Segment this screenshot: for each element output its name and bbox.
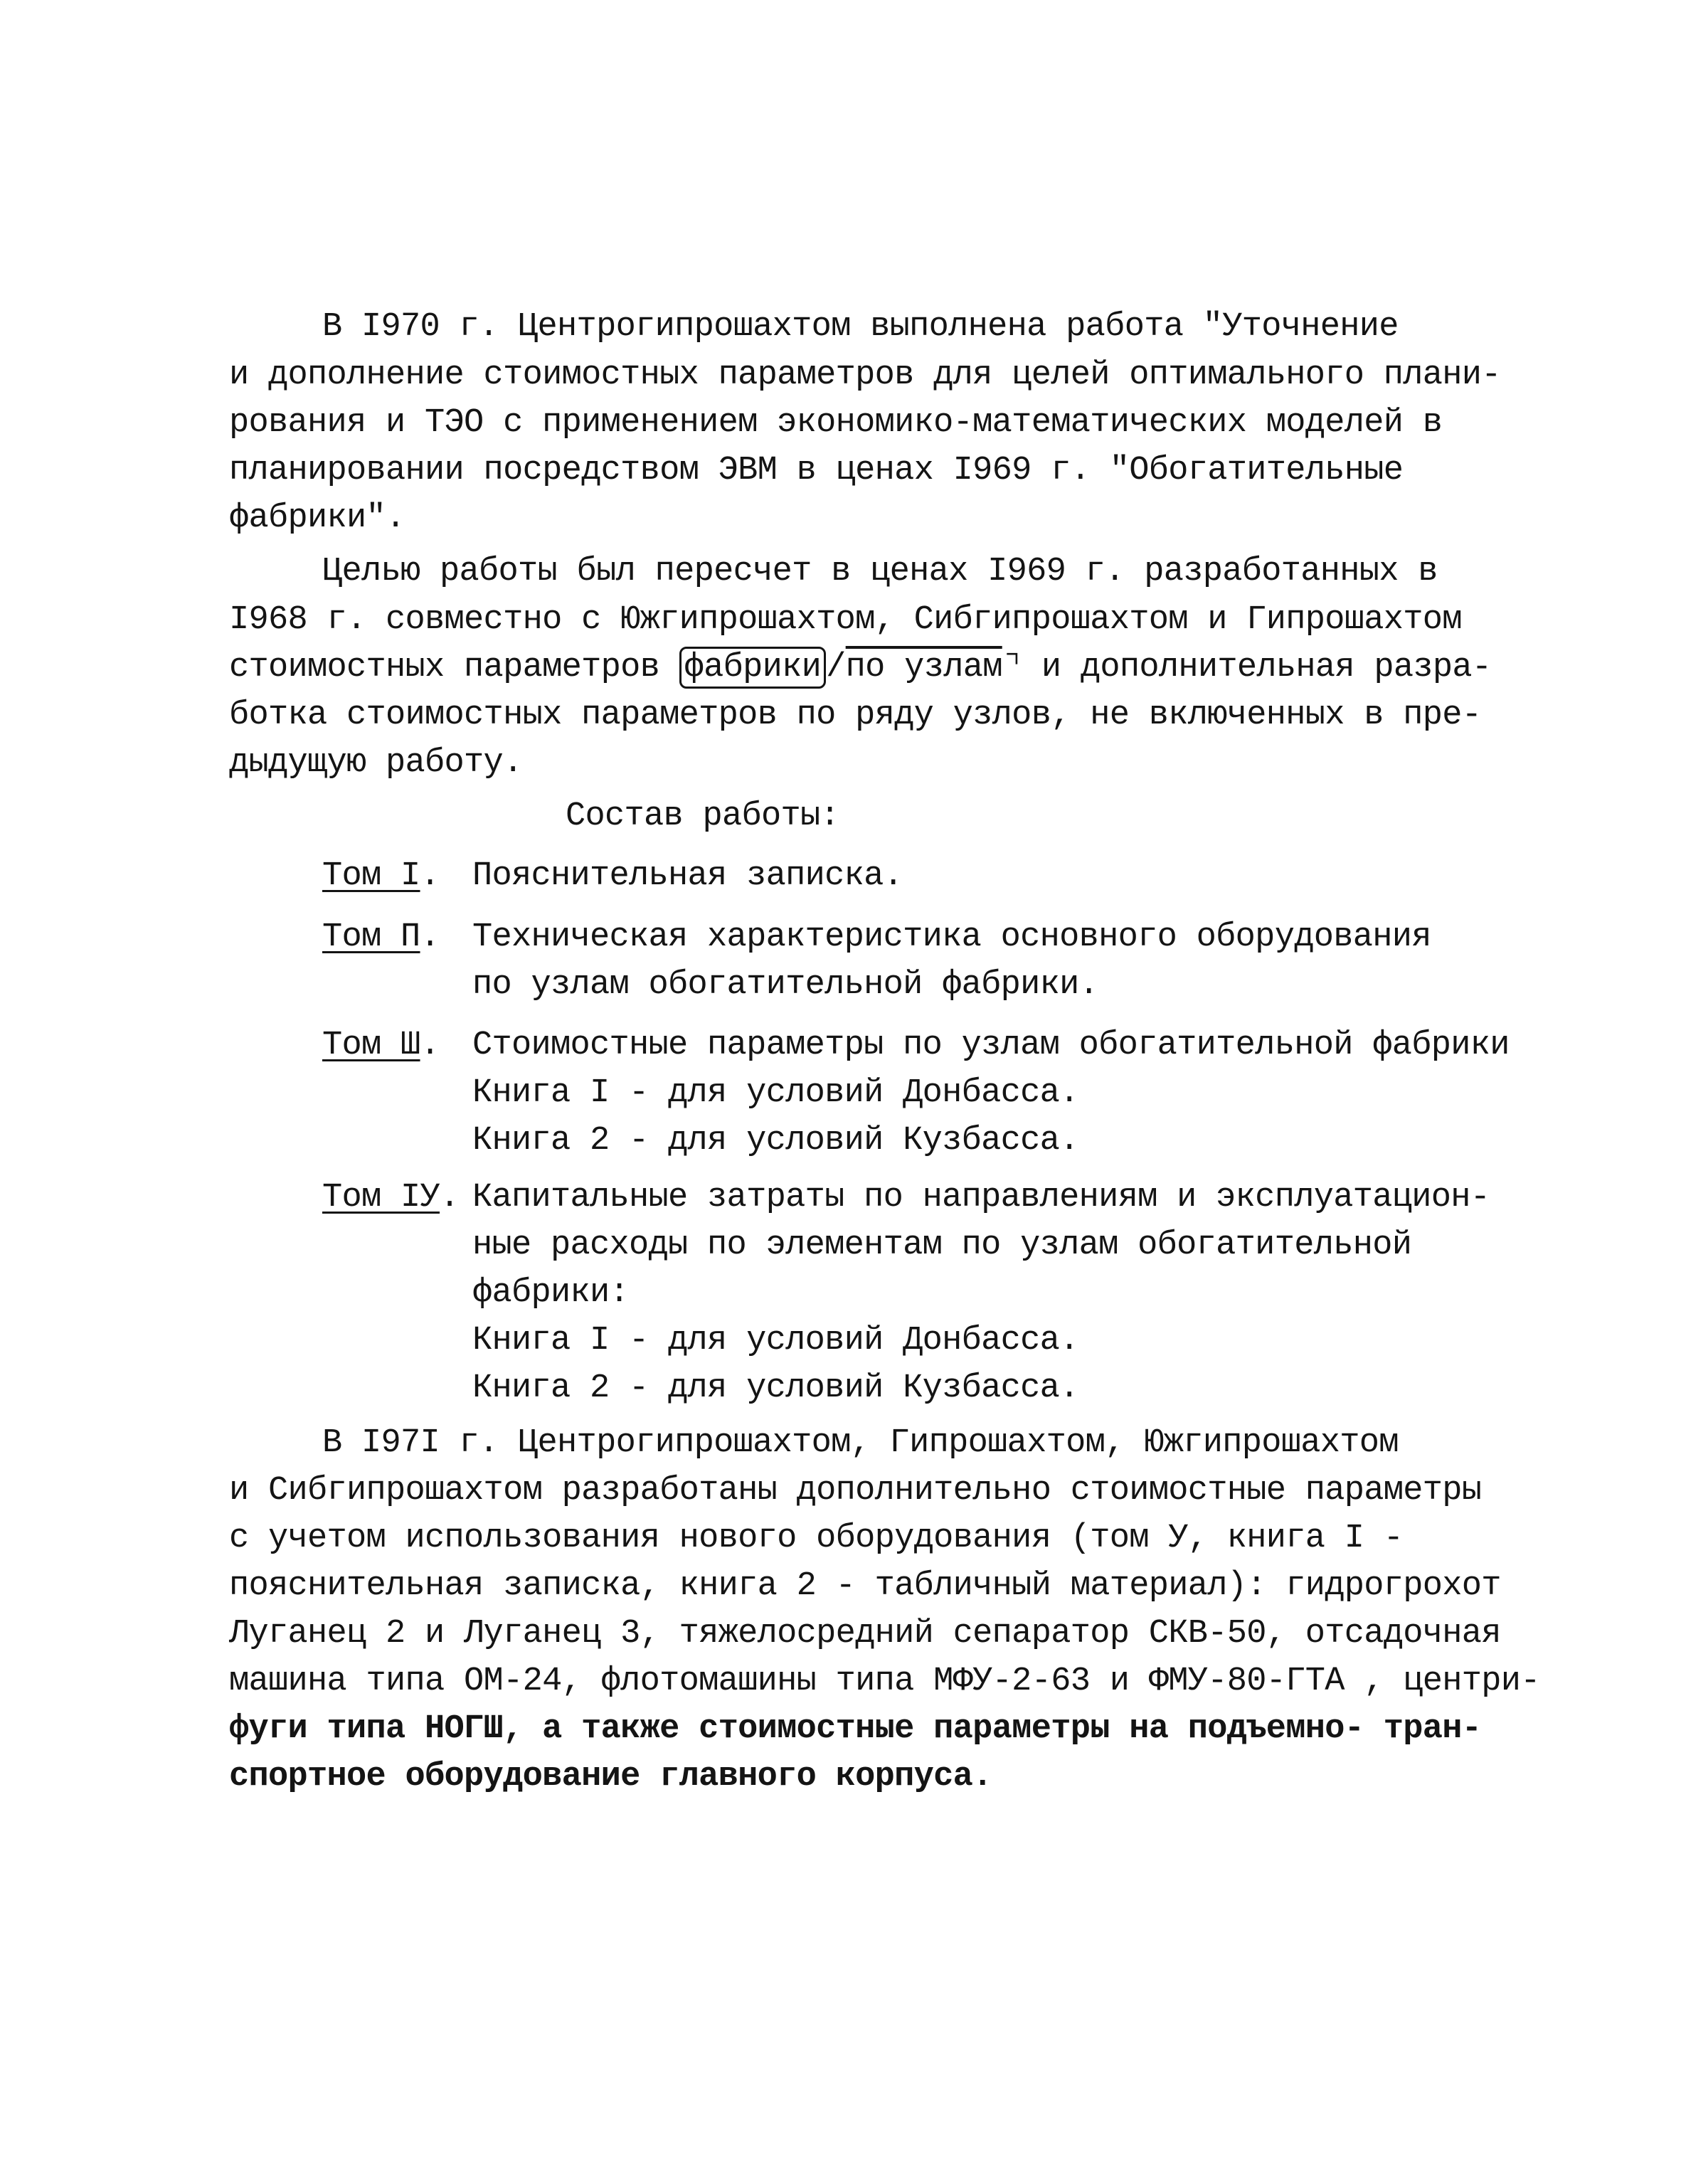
- paragraph-2-line-5: дыдущую работу.: [229, 744, 523, 782]
- paragraph-3-line-6: машина типа ОМ-24, флотомашины типа МФУ-2-63 и ФМУ-80-ГТА , центри-: [229, 1663, 1540, 1700]
- volume-1-label: Том I.: [322, 857, 440, 895]
- paragraph-2-line-3-start: стоимостных параметров: [229, 649, 679, 687]
- paragraph-3-line-7: фуги типа НОГШ, а также стоимостные параметры на подъемно- тран-: [229, 1710, 1482, 1748]
- paragraph-2-line-3-mid: по узлам: [845, 649, 1002, 687]
- volume-2-text-line-1: Техническая характеристика основного оборудования: [472, 918, 1431, 956]
- paragraph-1-line-1: В I970 г. Центрогипрошахтом выполнена работа "Уточнение: [322, 308, 1399, 346]
- volume-3-text-line-3: Книга 2 - для условий Кузбасса.: [472, 1122, 1079, 1160]
- paragraph-1-line-3: рования и ТЭО с применением экономико-математических моделей в: [229, 404, 1443, 442]
- volume-2-text-line-2: по узлам обогатительной фабрики.: [472, 966, 1099, 1004]
- paragraph-2-line-3: [229, 645, 1491, 691]
- paragraph-1-line-5: фабрики".: [229, 499, 405, 537]
- paragraph-3-line-2: и Сибгипрошахтом разработаны дополнительно стоимостные параметры: [229, 1472, 1482, 1510]
- volume-4-text-line-4: Книга I - для условий Донбасса.: [472, 1322, 1079, 1359]
- paragraph-1-line-2: и дополнение стоимостных параметров для целей оптимального плани-: [229, 356, 1501, 394]
- volume-1-text-line-1: Пояснительная записка.: [472, 857, 903, 895]
- paragraph-3-line-3: с учетом использования нового оборудования (том У, книга I -: [229, 1520, 1404, 1557]
- paragraph-3-line-1: В I97I г. Центрогипрошахтом, Гипрошахтом, Южгипрошахтом: [322, 1424, 1399, 1462]
- handwritten-box-mark: фабрики: [679, 647, 827, 689]
- volume-3-label: Том Ш.: [322, 1027, 440, 1064]
- paragraph-2-line-1: Целью работы был пересчет в ценах I969 г. разработанных в: [322, 553, 1438, 590]
- volume-4-text-line-3: фабрики:: [472, 1274, 630, 1312]
- handwritten-caret-mark: ⌝: [1002, 649, 1041, 687]
- paragraph-2-line-4: ботка стоимостных параметров по ряду узлов, не включенных в пре-: [229, 696, 1482, 734]
- paragraph-2-line-2: I968 г. совместно с Южгипрошахтом, Сибгипрошахтом и Гипрошахтом: [229, 601, 1462, 639]
- contents-heading: Состав работы:: [566, 797, 840, 835]
- volume-4-text-line-1: Капитальные затраты по направлениям и эксплуатацион-: [472, 1179, 1490, 1216]
- paragraph-3-line-5: Луганец 2 и Луганец 3, тяжелосредний сепаратор СКВ-50, отсадочная: [229, 1615, 1501, 1653]
- volume-2-label: Том П.: [322, 918, 440, 956]
- paragraph-1-line-4: планировании посредством ЭВМ в ценах I969 г. "Обогатительные: [229, 452, 1404, 489]
- volume-4-text-line-5: Книга 2 - для условий Кузбасса.: [472, 1369, 1079, 1407]
- volume-4-text-line-2: ные расходы по элементам по узлам обогатительной: [472, 1226, 1412, 1264]
- volume-3-text-line-1: Стоимостные параметры по узлам обогатительной фабрики: [472, 1027, 1510, 1064]
- volume-3-text-line-2: Книга I - для условий Донбасса.: [472, 1074, 1079, 1112]
- paragraph-3-line-8: спортное оборудование главного корпуса.: [229, 1758, 992, 1796]
- handwritten-slash-mark: /: [826, 649, 846, 687]
- paragraph-3-line-4: пояснительная записка, книга 2 - табличный материал): гидрогрохот: [229, 1567, 1501, 1605]
- paragraph-2-line-3-end: и дополнительная разра-: [1041, 649, 1492, 687]
- volume-4-label: Том IУ.: [322, 1179, 460, 1216]
